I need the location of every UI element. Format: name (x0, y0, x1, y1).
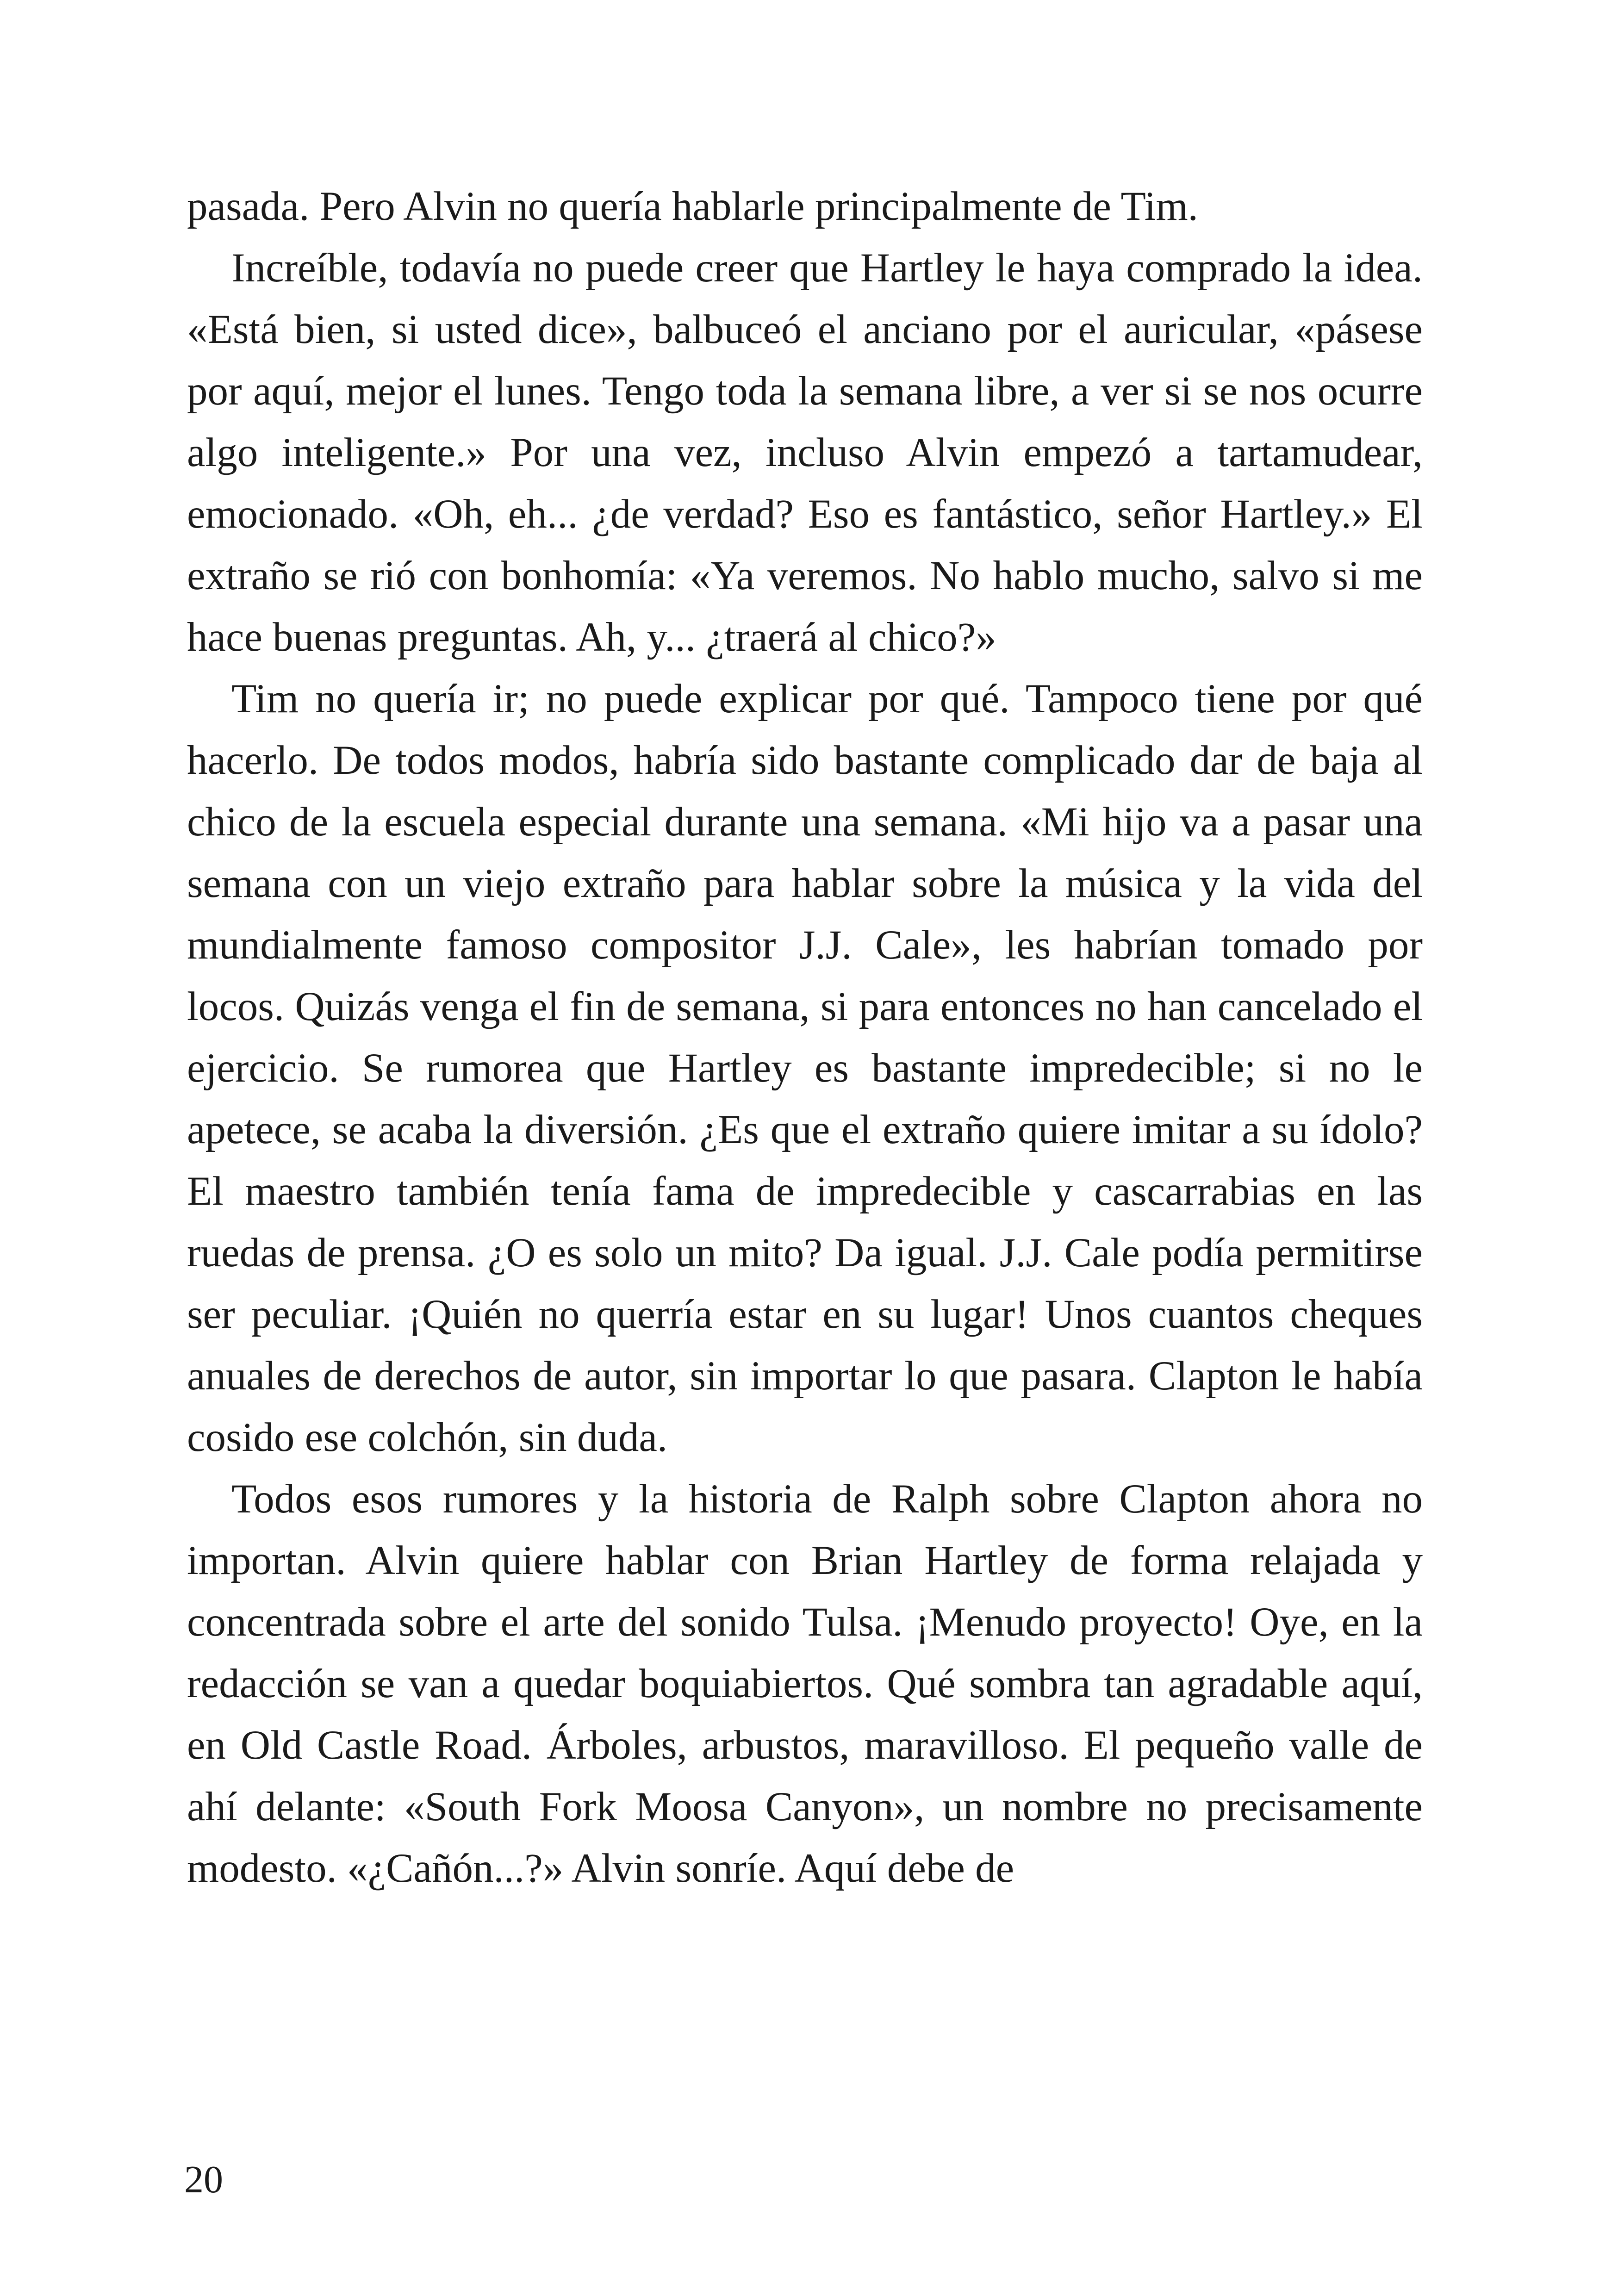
paragraph: Increíble, todavía no puede creer que Hartley le haya comprado la idea. «Está bien, si usted dice», balbuceó el anciano por el auricular, «pásese por aquí, mejor el lunes. Tengo toda la semana libre, a ver si se nos ocurre algo inteligente.» Por una vez, incluso Alvin empezó a tartamudear, emocionado. «Oh, eh... ¿de verdad? Eso es fantástico, señor Hartley.» El extraño se rió con bonhomía: «Ya veremos. No hablo mucho, salvo si me hace buenas preguntas. Ah, y... ¿traerá al chico?» (187, 245, 1423, 660)
paragraph-continued: pasada. Pero Alvin no quería hablarle principalmente de Tim. (187, 184, 1198, 229)
body-text (187, 176, 1423, 1899)
page-number: 20 (184, 2158, 223, 2201)
paragraph: Todos esos rumores y la historia de Ralph sobre Clapton ahora no importan. Alvin quiere hablar con Brian Hartley de forma relajada y concentrada sobre el arte del sonido Tulsa. ¡Menudo proyecto! Oye, en la redacción se van a quedar boquiabiertos. Qué sombra tan agradable aquí, en Old Castle Road. Árboles, arbustos, maravilloso. El pequeño valle de ahí delante: «South Fork Moosa Canyon», un nombre no precisamente modesto. «¿Cañón...?» Alvin sonríe. Aquí debe de (187, 1476, 1423, 1891)
paragraph: Tim no quería ir; no puede explicar por qué. Tampoco tiene por qué hacerlo. De todos modos, habría sido bastante complicado dar de baja al chico de la escuela especial durante una semana. «Mi hijo va a pasar una semana con un viejo extraño para hablar sobre la música y la vida del mundialmente famoso compositor J.J. Cale», les habrían tomado por locos. Quizás venga el fin de semana, si para entonces no han cancelado el ejercicio. Se rumorea que Hartley es bastante impredecible; si no le apetece, se acaba la diversión. ¿Es que el extraño quiere imitar a su ídolo? El maestro también tenía fama de impredecible y cascarrabias en las ruedas de prensa. ¿O es solo un mito? Da igual. J.J. Cale podía permitirse ser peculiar. ¡Quién no querría estar en su lugar! Unos cuantos cheques anuales de derechos de autor, sin importar lo que pasara. Clapton le había cosido ese colchón, sin duda. (187, 676, 1423, 1460)
